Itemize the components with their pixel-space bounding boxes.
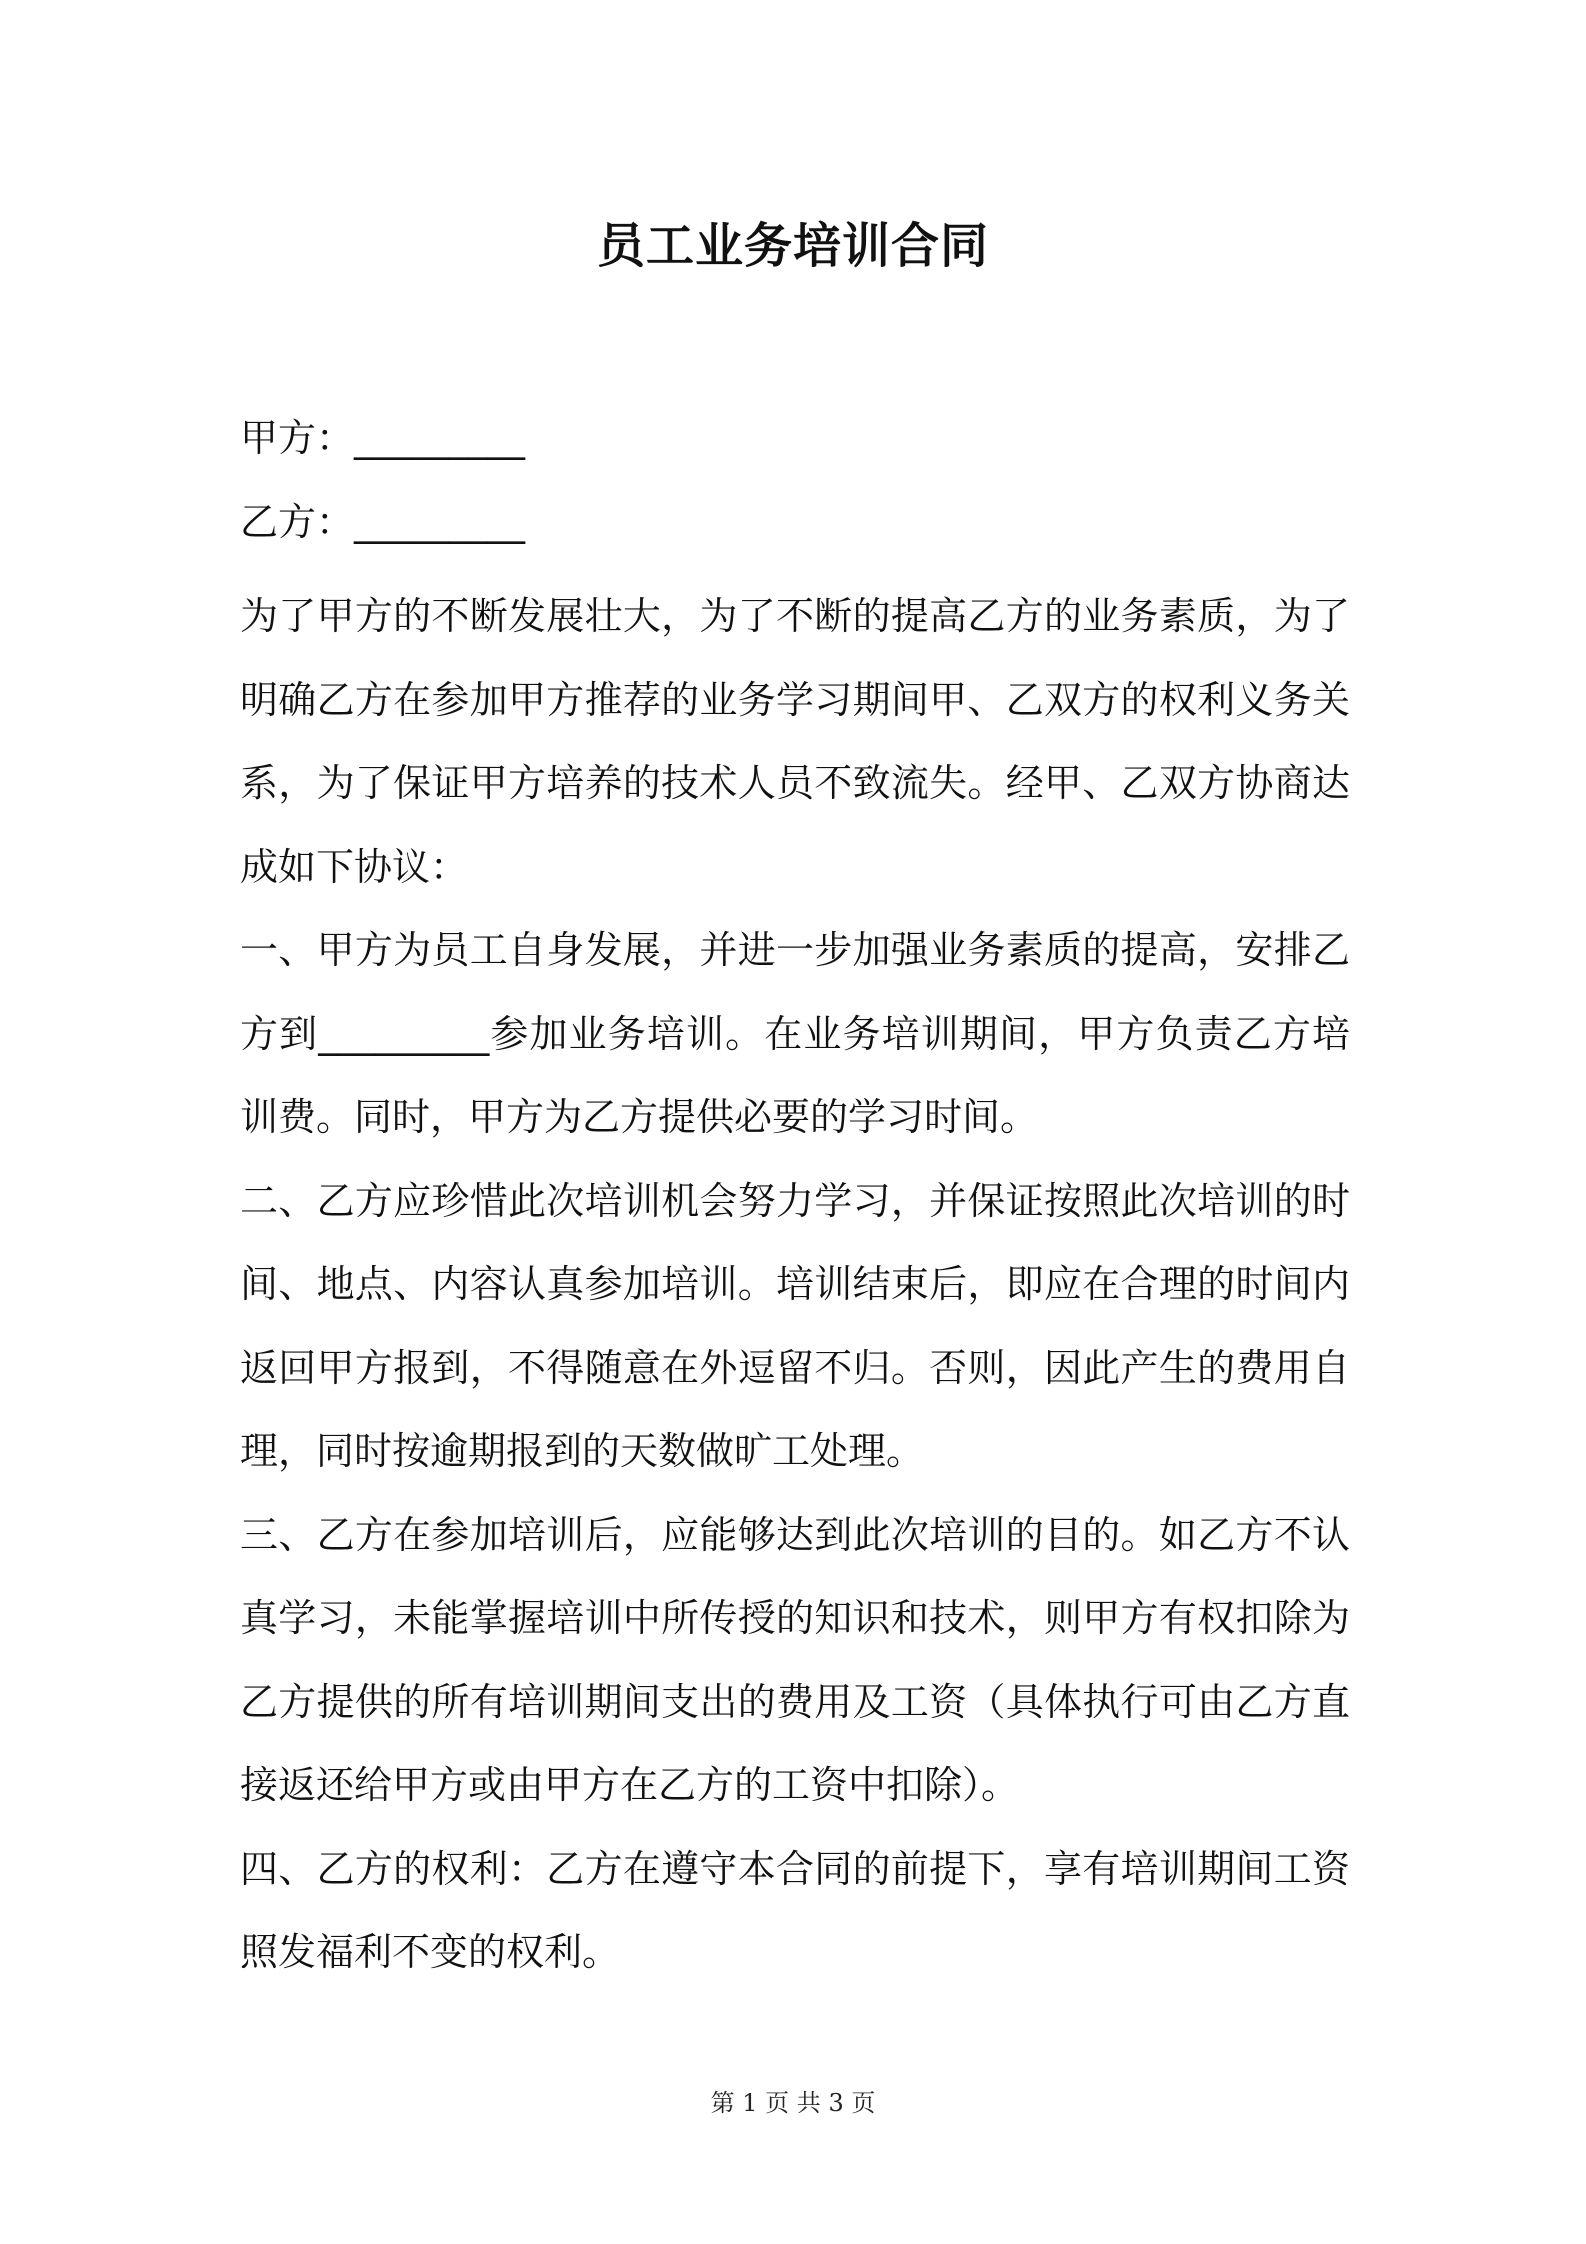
preamble-paragraph: 为了甲方的不断发展壮大，为了不断的提高乙方的业务素质，为了明确乙方在参加甲方推荐的业务学习期间甲、乙双方的权利义务关系，为了保证甲方培养的技术人员不致流失。经甲、乙双方协商达成如下协议： [240, 594, 1350, 889]
clause-1-paragraph: 一、甲方为员工自身发展，并进一步加强业务素质的提高，安排乙方到_________参加业务培训。在业务培训期间，甲方负责乙方培训费。同时，甲方为乙方提供必要的学习时间。 [240, 928, 1350, 1139]
page-number-footer: 第 1 页 共 3 页 [710, 2089, 876, 2117]
party-a-line: 甲方：_________ [240, 416, 526, 460]
clause-2-paragraph: 二、乙方应珍惜此次培训机会努力学习，并保证按照此次培训的时间、地点、内容认真参加培训。培训结束后，即应在合理的时间内返回甲方报到，不得随意在外逗留不归。否则，因此产生的费用自理，同时按逾期报到的天数做旷工处理。 [240, 1178, 1350, 1473]
clause-3-paragraph: 三、乙方在参加培训后，应能够达到此次培训的目的。如乙方不认真学习，未能掌握培训中所传授的知识和技术，则甲方有权扣除为乙方提供的所有培训期间支出的费用及工资（具体执行可由乙方直接返还给甲方或由甲方在乙方的工资中扣除）。 [240, 1512, 1350, 1807]
party-b-line: 乙方：_________ [240, 500, 526, 544]
document-title: 员工业务培训合同 [596, 218, 989, 274]
contract-body [240, 575, 1350, 1995]
clause-4-paragraph: 四、乙方的权利：乙方在遵守本合同的前提下，享有培训期间工资照发福利不变的权利。 [240, 1846, 1350, 1974]
